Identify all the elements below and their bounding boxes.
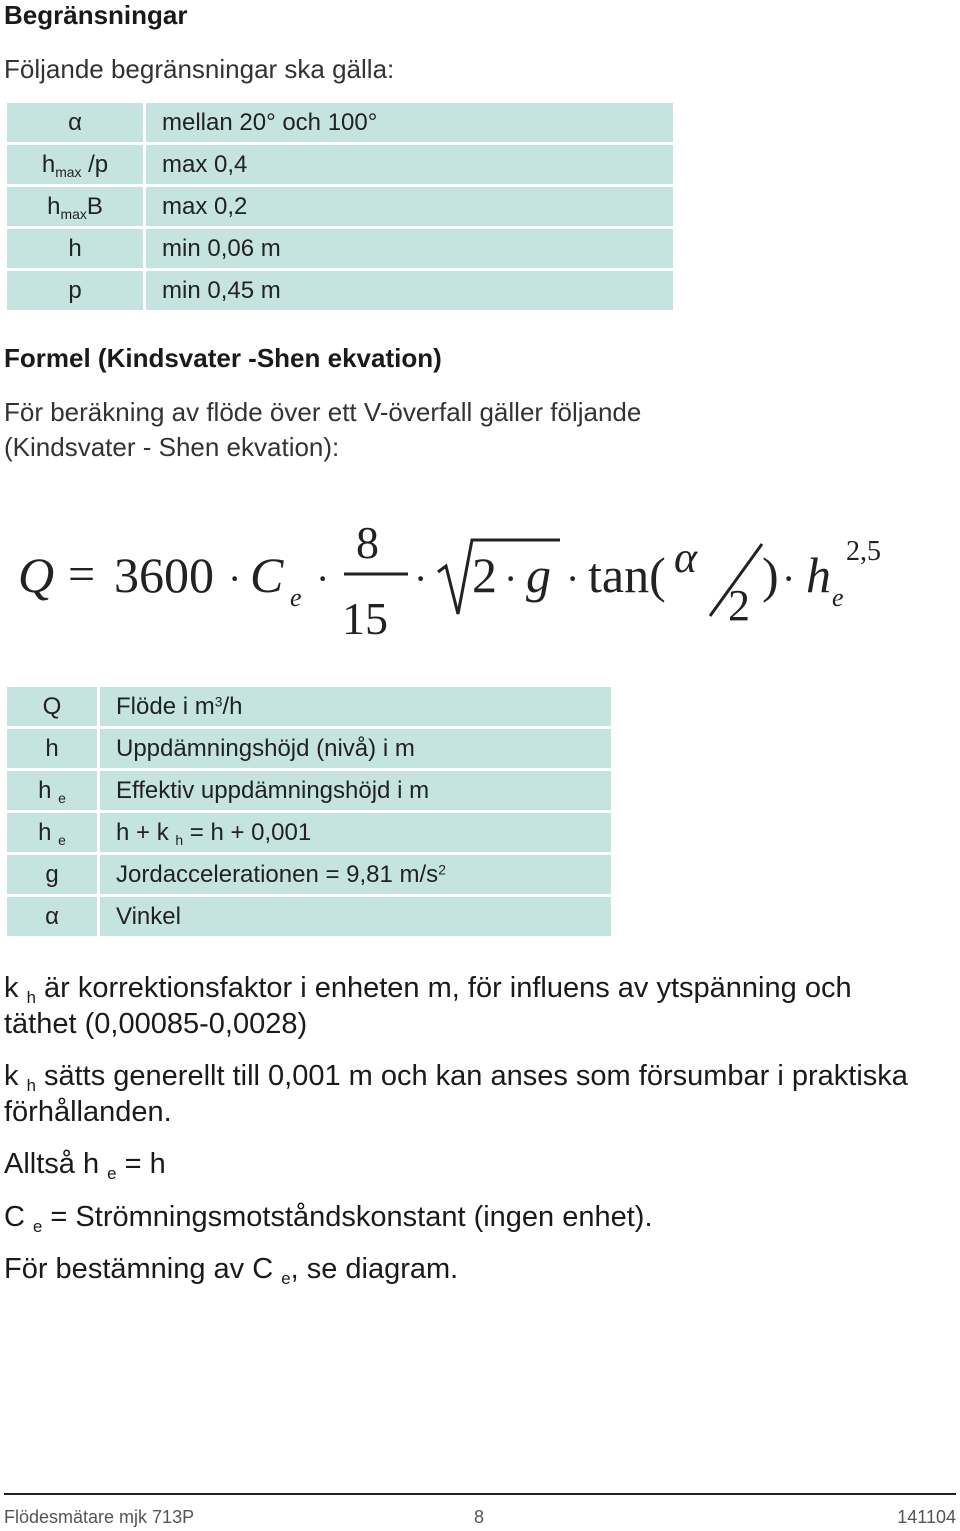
formula-alpha: α xyxy=(674,533,698,582)
variable-symbol: h $_e$ xyxy=(7,771,97,810)
formula-dot-6: · xyxy=(782,556,796,601)
variable-description: h + k $_h$ = h + 0,001 xyxy=(100,813,611,852)
footer-page-number: 8 xyxy=(474,1507,485,1527)
formula-exponent: 2,5 xyxy=(846,536,881,567)
formula-g: g xyxy=(526,547,551,603)
formula-close-paren: ) xyxy=(762,547,779,603)
formula-intro-line-2: (Kindsvater - Shen ekvation): xyxy=(4,432,340,462)
kindsvater-shen-formula xyxy=(10,510,900,650)
formula-dot-4: · xyxy=(504,556,518,601)
variable-description: Uppdämningshöjd (nivå) i m xyxy=(100,729,611,768)
formula-heading: Formel (Kindsvater -Shen ekvation) xyxy=(4,343,442,373)
footer-divider xyxy=(4,1493,956,1495)
footer-product: Flödesmätare mjk 713P xyxy=(4,1507,195,1527)
table-row xyxy=(7,229,673,268)
formula-numerator: 8 xyxy=(356,517,379,568)
formula-intro-line-1: För beräkning av flöde över ett V-överfall gäller följande xyxy=(4,397,642,427)
table-row xyxy=(7,855,611,894)
limit-symbol: h xyxy=(7,229,143,268)
limit-symbol: $h_{max}$ /p xyxy=(7,145,143,184)
page-heading: Begränsningar xyxy=(4,0,188,30)
formula-dot-5: · xyxy=(566,556,580,601)
table-row xyxy=(7,271,673,310)
kh-definition: k $_h$ är korrektionsfaktor i enheten m, för influens av ytspänning och täthet (0,00085-0,0028) xyxy=(4,972,852,1040)
formula-constant: 3600 xyxy=(114,547,214,603)
limit-value: min 0,45 m xyxy=(146,271,673,310)
table-row xyxy=(7,897,611,936)
formula-q: Q xyxy=(18,547,55,603)
variable-symbol: g xyxy=(7,855,97,894)
table-row xyxy=(7,771,611,810)
formula-c: C xyxy=(250,547,284,603)
table-row xyxy=(7,103,673,142)
table-row xyxy=(7,687,611,726)
table-row xyxy=(7,187,673,226)
variable-description: Effektiv uppdämningshöjd i m xyxy=(100,771,611,810)
limits-table xyxy=(4,100,676,313)
formula-h: h xyxy=(806,547,831,603)
limit-value: mellan 20° och 100° xyxy=(146,103,673,142)
variables-table xyxy=(4,684,614,939)
formula-dot-1: · xyxy=(228,556,242,601)
variable-description: Vinkel xyxy=(100,897,611,936)
formula-denominator: 15 xyxy=(342,593,388,644)
limit-value: min 0,06 m xyxy=(146,229,673,268)
limit-symbol: $h_{max}B$ xyxy=(7,187,143,226)
alltsa-line: Alltså h $_e$ = h xyxy=(4,1148,166,1183)
variable-description: Flöde i $m^3/h$ xyxy=(100,687,611,726)
table-row xyxy=(7,813,611,852)
formula-dot-2: · xyxy=(316,556,330,601)
formula-two: 2 xyxy=(472,547,497,603)
formula-dot-3: · xyxy=(414,556,428,601)
footer-doc-date: 141104 xyxy=(897,1507,956,1527)
formula-c-subscript: e xyxy=(290,583,302,612)
limit-symbol: α xyxy=(7,103,143,142)
intro-text: Följande begränsningar ska gälla: xyxy=(4,54,395,84)
variable-description: Jordaccelerationen = 9,81 $m/s^2$ xyxy=(100,855,611,894)
variable-symbol: h $_e$ xyxy=(7,813,97,852)
table-row xyxy=(7,145,673,184)
kh-value-note: k $_h$ sätts generellt till 0,001 m och kan anses som försumbar i praktiska förhållanden. xyxy=(4,1060,908,1128)
limit-value: max 0,4 xyxy=(146,145,673,184)
formula-h-subscript: e xyxy=(832,583,844,612)
variable-symbol: h xyxy=(7,729,97,768)
limit-symbol: p xyxy=(7,271,143,310)
formula-tan: tan( xyxy=(588,547,666,603)
variable-symbol: α xyxy=(7,897,97,936)
ce-definition: C $_e$ = Strömningsmotståndskonstant (ingen enhet). xyxy=(4,1201,653,1236)
variable-symbol: Q xyxy=(7,687,97,726)
table-row xyxy=(7,729,611,768)
ce-diagram-note: För bestämning av C $_e$, se diagram. xyxy=(4,1253,459,1288)
formula-equals: = xyxy=(68,548,96,601)
formula-half-denominator: 2 xyxy=(728,581,750,630)
limit-value: max 0,2 xyxy=(146,187,673,226)
